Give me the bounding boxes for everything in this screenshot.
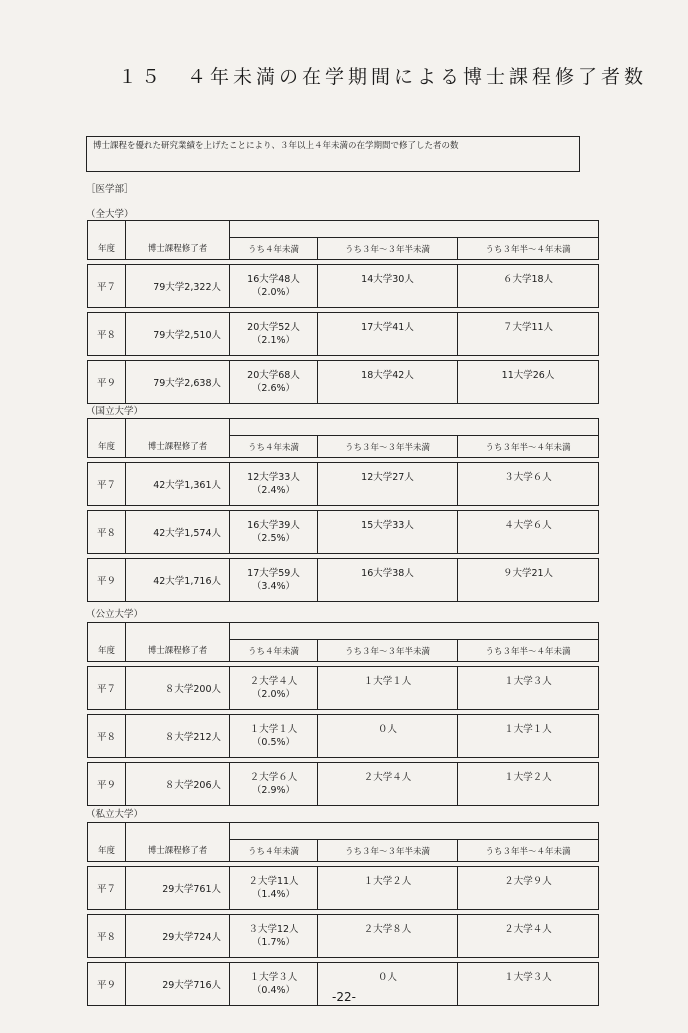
under4-count: 16大学39人 (247, 520, 300, 531)
year-cell: 平８ (88, 715, 126, 758)
range-a-header: うち３年～３年半未満 (318, 238, 458, 260)
year-cell: 平７ (88, 667, 126, 710)
under4-percent: （2.1%） (251, 335, 296, 346)
range-b-header: うち３年半～４年未満 (458, 238, 599, 260)
year-cell: 平７ (88, 463, 126, 506)
under4-cell (230, 867, 318, 910)
year-cell: 平８ (88, 511, 126, 554)
year-cell: 平９ (88, 361, 126, 404)
under4-count: ２大学６人 (249, 772, 298, 783)
range-a-header: うち３年～３年半未満 (318, 840, 458, 862)
under4-percent: （3.4%） (251, 581, 296, 592)
under4-header: うち４年未満 (230, 840, 318, 862)
year-header: 年度 (88, 623, 126, 662)
page-title: １５ ４年未満の在学期間による博士課程修了者数 (118, 66, 648, 88)
range-a-cell: 12大学27人 (318, 463, 458, 506)
year-cell: 平９ (88, 559, 126, 602)
under4-cell (230, 463, 318, 506)
under4-count: ２大学11人 (248, 876, 299, 887)
under4-cell (230, 715, 318, 758)
section-table (87, 822, 599, 1006)
range-b-cell: 11大学26人 (458, 361, 599, 404)
range-b-cell: ２大学４人 (458, 915, 599, 958)
year-cell: 平７ (88, 867, 126, 910)
year-cell: 平８ (88, 915, 126, 958)
range-a-header: うち３年～３年半未満 (318, 640, 458, 662)
under4-cell (230, 361, 318, 404)
total-cell: 79大学2,322人 (126, 265, 230, 308)
year-header: 年度 (88, 221, 126, 260)
under4-percent: （1.7%） (251, 937, 296, 948)
section-table (87, 622, 599, 806)
section-label: （全大学） (86, 209, 134, 220)
under4-percent: （0.4%） (251, 985, 296, 996)
year-header: 年度 (88, 419, 126, 458)
total-header: 博士課程修了者 (126, 221, 230, 260)
faculty-label: ［医学部］ (86, 184, 134, 195)
under4-cell (230, 667, 318, 710)
range-a-cell: 18大学42人 (318, 361, 458, 404)
year-cell: 平８ (88, 313, 126, 356)
under4-count: 16大学48人 (247, 274, 300, 285)
under4-count: １大学１人 (249, 724, 298, 735)
year-cell: 平９ (88, 963, 126, 1006)
total-cell: 42大学1,716人 (126, 559, 230, 602)
table-row (88, 511, 599, 554)
under4-cell (230, 313, 318, 356)
range-a-cell: ２大学８人 (318, 915, 458, 958)
total-cell: 29大学761人 (126, 867, 230, 910)
under4-count: 20大学52人 (247, 322, 300, 333)
under4-percent: （2.4%） (251, 485, 296, 496)
header-top-spacer (230, 823, 599, 840)
section-table (87, 418, 599, 602)
range-a-cell: 15大学33人 (318, 511, 458, 554)
table-row (88, 361, 599, 404)
table-row (88, 559, 599, 602)
total-cell: 79大学2,510人 (126, 313, 230, 356)
year-header: 年度 (88, 823, 126, 862)
total-header: 博士課程修了者 (126, 823, 230, 862)
under4-percent: （1.4%） (251, 889, 296, 900)
table-row (88, 265, 599, 308)
total-cell: 42大学1,361人 (126, 463, 230, 506)
total-cell: 29大学724人 (126, 915, 230, 958)
under4-percent: （2.6%） (251, 383, 296, 394)
under4-percent: （2.9%） (251, 785, 296, 796)
under4-header: うち４年未満 (230, 640, 318, 662)
range-b-cell: ４大学６人 (458, 511, 599, 554)
table-row (88, 667, 599, 710)
range-a-header: うち３年～３年半未満 (318, 436, 458, 458)
total-cell: 42大学1,574人 (126, 511, 230, 554)
year-cell: 平９ (88, 763, 126, 806)
table-row (88, 715, 599, 758)
under4-count: 17大学59人 (247, 568, 300, 579)
range-b-cell: １大学１人 (458, 715, 599, 758)
range-b-header: うち３年半～４年未満 (458, 436, 599, 458)
section-label: （国立大学） (86, 406, 144, 417)
under4-header: うち４年未満 (230, 238, 318, 260)
range-b-cell: １大学２人 (458, 763, 599, 806)
table-row (88, 867, 599, 910)
total-cell: 29大学716人 (126, 963, 230, 1006)
range-a-cell: １大学２人 (318, 867, 458, 910)
range-b-cell: ７大学11人 (458, 313, 599, 356)
header-top-spacer (230, 419, 599, 436)
range-a-cell: １大学１人 (318, 667, 458, 710)
under4-count: 12大学33人 (247, 472, 300, 483)
under4-count: ２大学４人 (249, 676, 298, 687)
section-label: （私立大学） (86, 809, 144, 820)
total-cell: ８大学200人 (126, 667, 230, 710)
range-b-cell: ９大学21人 (458, 559, 599, 602)
under4-count: １大学３人 (249, 972, 298, 983)
section-label: （公立大学） (86, 609, 144, 620)
range-a-cell: ０人 (318, 715, 458, 758)
range-b-cell: １大学３人 (458, 963, 599, 1006)
under4-percent: （2.5%） (251, 533, 296, 544)
under4-cell (230, 915, 318, 958)
notice-box: 博士課程を優れた研究業績を上げたことにより、３年以上４年未満の在学期間で修了した者の数 (86, 136, 580, 172)
range-b-cell: １大学３人 (458, 667, 599, 710)
total-header: 博士課程修了者 (126, 623, 230, 662)
total-cell: ８大学206人 (126, 763, 230, 806)
range-b-cell: ６大学18人 (458, 265, 599, 308)
section-table (87, 220, 599, 404)
under4-cell (230, 265, 318, 308)
total-header: 博士課程修了者 (126, 419, 230, 458)
table-row (88, 915, 599, 958)
year-cell: 平７ (88, 265, 126, 308)
range-b-cell: ２大学９人 (458, 867, 599, 910)
range-a-cell: 16大学38人 (318, 559, 458, 602)
total-cell: 79大学2,638人 (126, 361, 230, 404)
range-b-header: うち３年半～４年未満 (458, 640, 599, 662)
header-top-spacer (230, 221, 599, 238)
under4-cell (230, 511, 318, 554)
under4-cell (230, 763, 318, 806)
range-b-cell: ３大学６人 (458, 463, 599, 506)
header-top-spacer (230, 623, 599, 640)
under4-cell (230, 559, 318, 602)
under4-count: 20大学68人 (247, 370, 300, 381)
table-row (88, 463, 599, 506)
under4-percent: （0.5%） (251, 737, 296, 748)
under4-percent: （2.0%） (251, 287, 296, 298)
page-number: -22- (332, 990, 356, 1004)
range-b-header: うち３年半～４年未満 (458, 840, 599, 862)
range-a-cell: 14大学30人 (318, 265, 458, 308)
total-cell: ８大学212人 (126, 715, 230, 758)
table-row (88, 313, 599, 356)
range-a-cell: ２大学４人 (318, 763, 458, 806)
table-row (88, 763, 599, 806)
range-a-cell: 17大学41人 (318, 313, 458, 356)
under4-count: ３大学12人 (248, 924, 299, 935)
range-a-cell: ０人 (318, 963, 458, 1006)
under4-header: うち４年未満 (230, 436, 318, 458)
under4-percent: （2.0%） (251, 689, 296, 700)
